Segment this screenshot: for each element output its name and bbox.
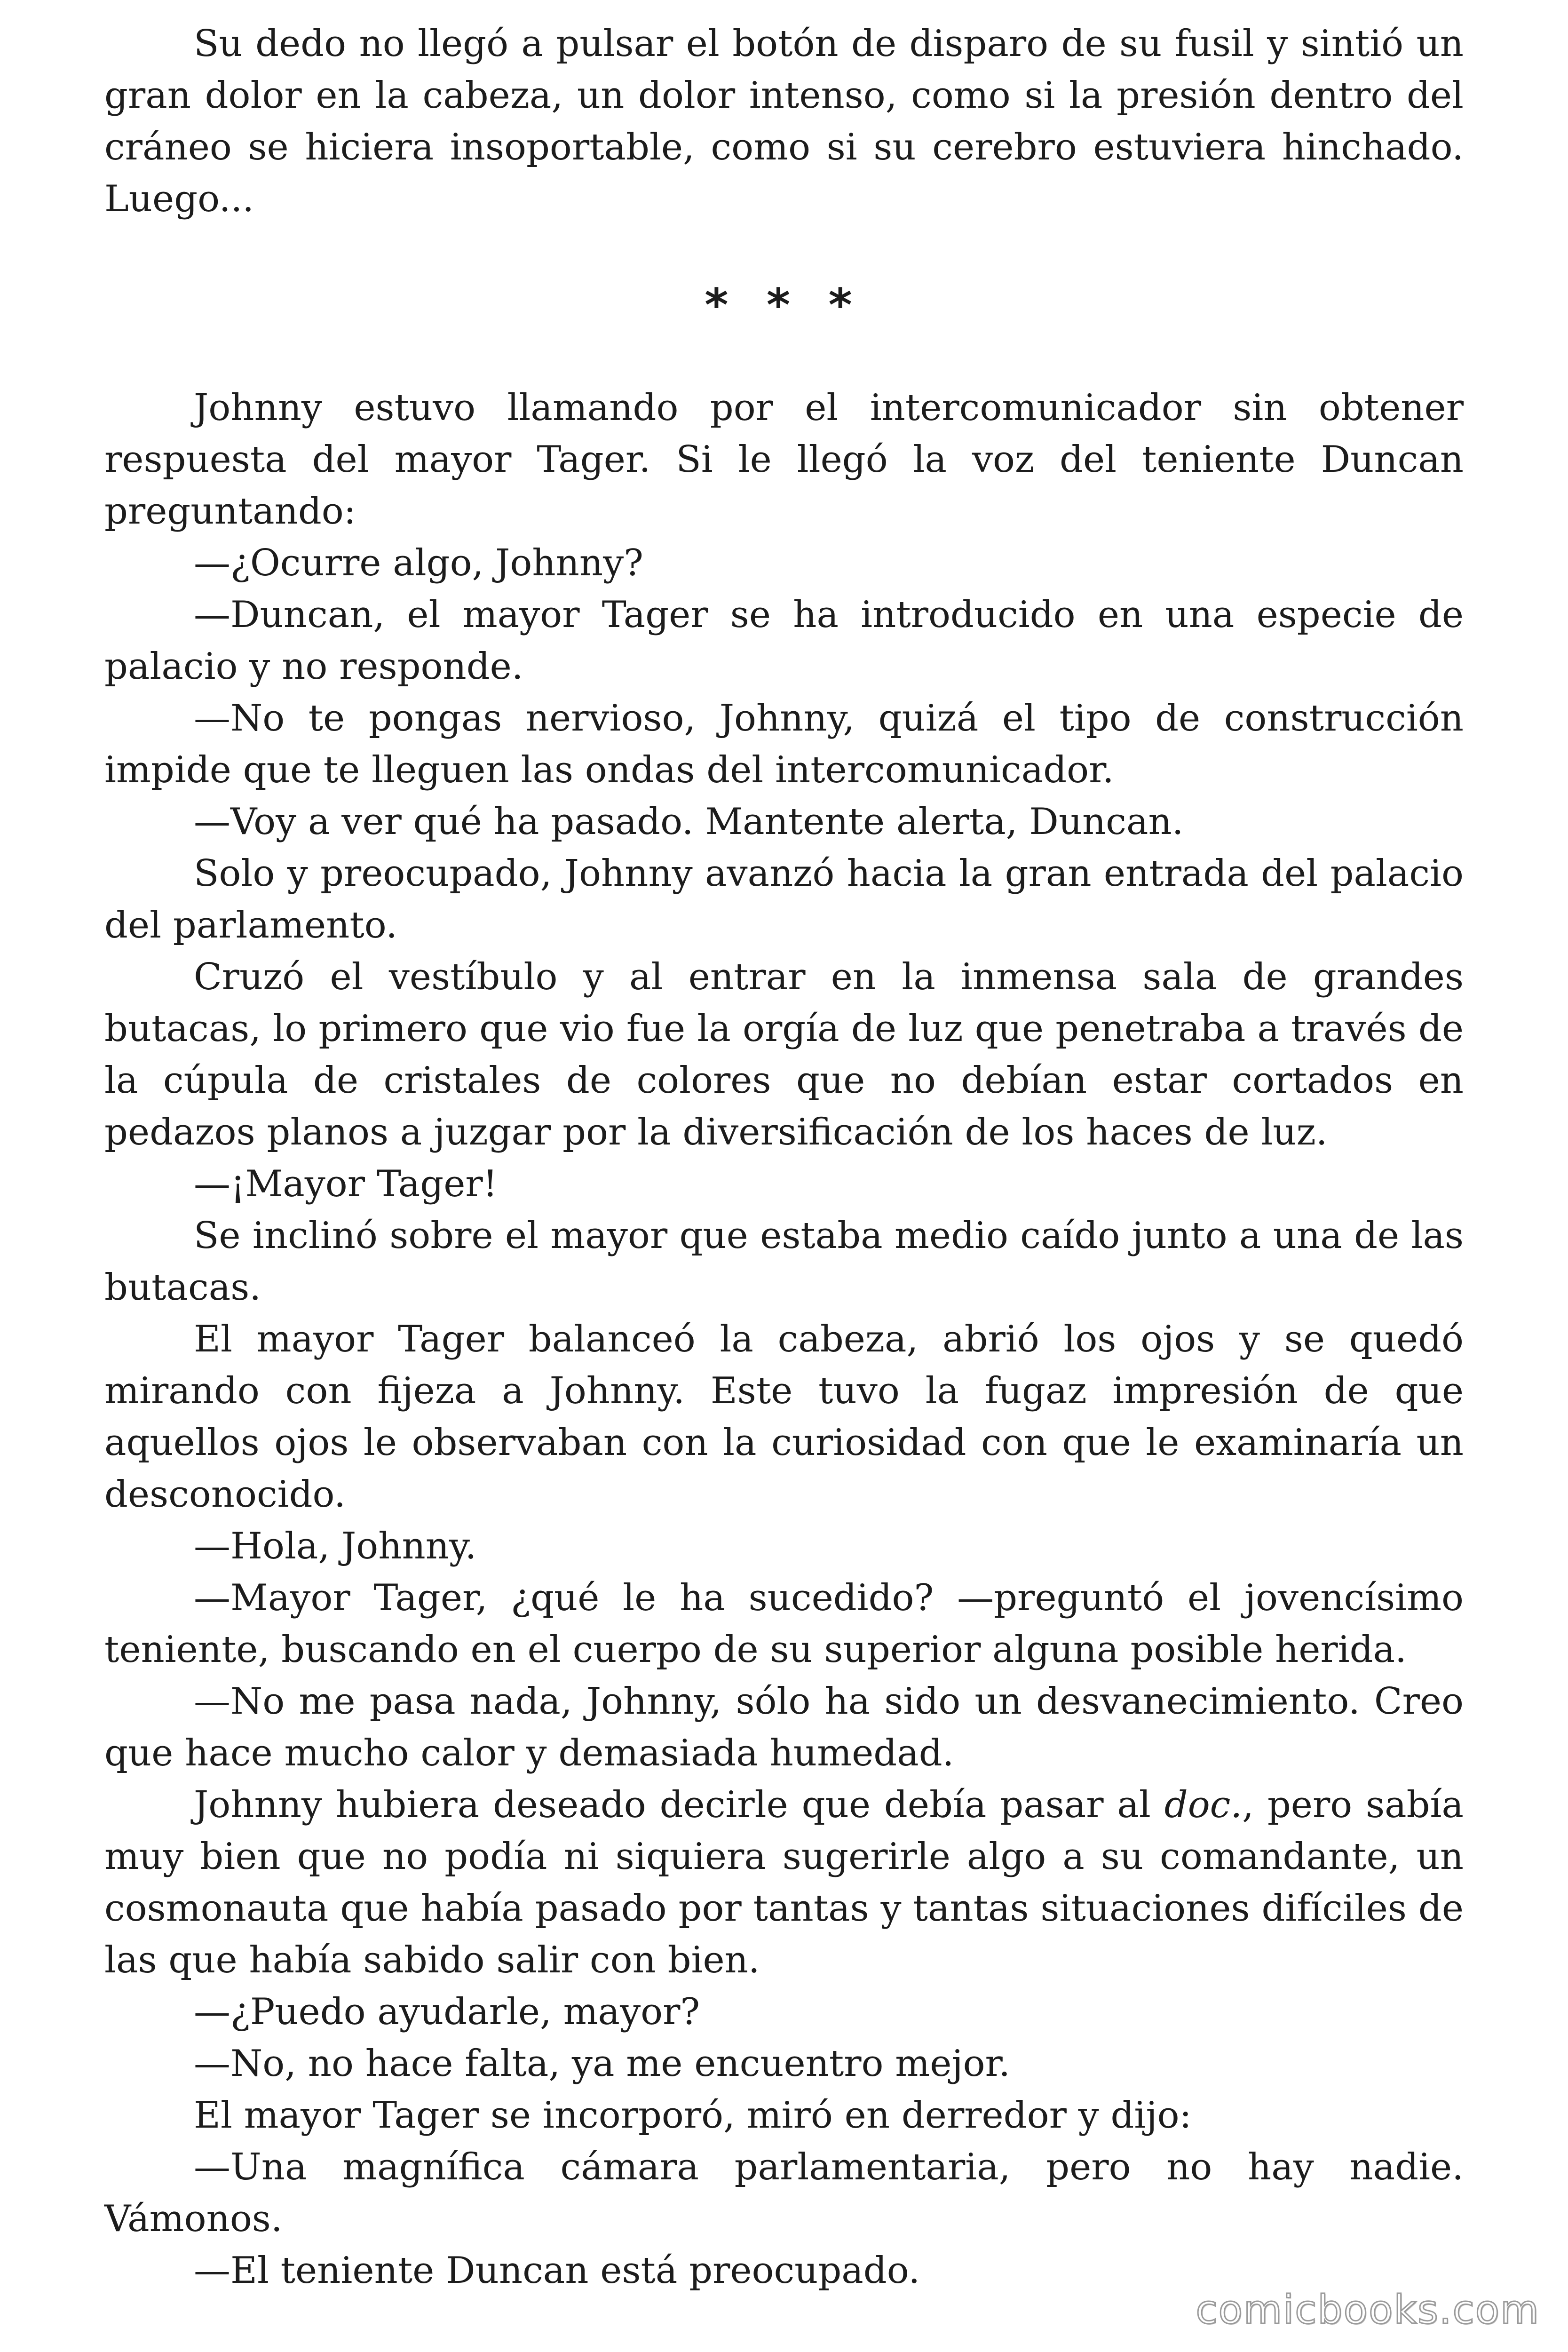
paragraph: El mayor Tager se incorporó, miró en derredor y dijo:: [194, 2094, 1192, 2137]
section-separator: * * *: [705, 279, 863, 332]
dialogue-line: —Duncan, el mayor Tager se ha introducido en una especie de palacio y no responde.: [104, 594, 1464, 688]
dialogue-line: —No, no hace falta, ya me encuentro mejor.: [194, 2042, 1011, 2085]
dialogue-line: —Una magnífica cámara parlamentaria, pero no hay nadie. Vámonos.: [104, 2146, 1464, 2240]
dialogue-line: —¡Mayor Tager!: [194, 1163, 498, 1205]
dialogue-line: —El teniente Duncan está preocupado.: [194, 2249, 920, 2292]
watermark: comicbooks.com: [1196, 2287, 1540, 2333]
dialogue-line: —No me pasa nada, Johnny, sólo ha sido un desvanecimiento. Creo que hace mucho calor y demasiada humedad.: [104, 1680, 1464, 1774]
paragraph: El mayor Tager balanceó la cabeza, abrió los ojos y se quedó mirando con fijeza a Johnny. Este tuvo la fugaz impresión de que aquellos ojos le observaban con la curiosidad con que le examinaría un desconocido.: [104, 1318, 1464, 1516]
paragraph: Se inclinó sobre el mayor que estaba medio caído junto a una de las butacas.: [104, 1215, 1464, 1309]
paragraph-text-before: Johnny hubiera deseado decirle que debía pasar al: [194, 1784, 1164, 1826]
book-page: [104, 18, 1464, 2296]
dialogue-line: —¿Puedo ayudarle, mayor?: [194, 1991, 700, 2033]
paragraph-text-after: , pero sabía muy bien que no podía ni siquiera sugerirle algo a su comandante, un cosmonauta que había pasado por tantas y tantas situaciones difíciles de las que había sabido salir con bien.: [104, 1784, 1464, 1981]
dialogue-line: —¿Ocurre algo, Johnny?: [194, 542, 643, 584]
emphasis-text: doc.: [1164, 1784, 1243, 1826]
paragraph: Solo y preocupado, Johnny avanzó hacia la gran entrada del palacio del parlamento.: [104, 852, 1464, 946]
dialogue-line: —Mayor Tager, ¿qué le ha sucedido? —preguntó el jovencísimo teniente, buscando en el cuerpo de su superior alguna posible herida.: [104, 1577, 1464, 1671]
dialogue-line: —No te pongas nervioso, Johnny, quizá el tipo de construcción impide que te lleguen las ondas del intercomunicador.: [104, 697, 1464, 791]
paragraph-with-emphasis: [104, 1779, 1464, 1986]
dialogue-line: —Voy a ver qué ha pasado. Mantente alerta, Duncan.: [194, 801, 1184, 843]
paragraph: Su dedo no llegó a pulsar el botón de disparo de su fusil y sintió un gran dolor en la cabeza, un dolor intenso, como si la presión dentro del cráneo se hiciera insoportable, como si su cerebro estuviera hinchado. Luego...: [104, 23, 1464, 220]
paragraph: Johnny estuvo llamando por el intercomunicador sin obtener respuesta del mayor Tager. Si le llegó la voz del teniente Duncan preguntando:: [104, 387, 1464, 532]
dialogue-line: —Hola, Johnny.: [194, 1525, 477, 1567]
paragraph: Cruzó el vestíbulo y al entrar en la inmensa sala de grandes butacas, lo primero que vio fue la orgía de luz que penetraba a través de la cúpula de cristales de colores que no debían estar cortados en pedazos planos a juzgar por la diversificación de los haces de luz.: [104, 956, 1464, 1153]
